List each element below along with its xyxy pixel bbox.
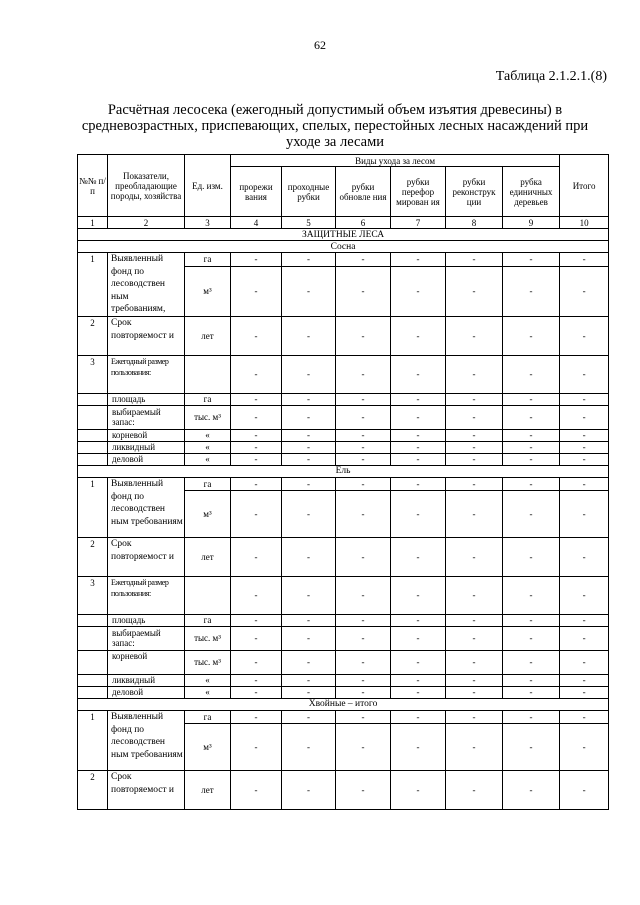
unit-cell: « <box>185 441 231 453</box>
value-cell: - <box>391 453 446 465</box>
row-label-annual: Ежегодный размер пользования: <box>108 576 185 614</box>
value-cell: - <box>282 686 336 698</box>
header-col-single-tree-cut: рубка единичных деревьев <box>503 167 560 217</box>
value-cell: - <box>282 453 336 465</box>
value-cell: - <box>446 316 503 355</box>
value-cell: - <box>446 405 503 429</box>
table-row <box>78 441 609 453</box>
table-row <box>78 686 609 698</box>
value-cell: - <box>282 674 336 686</box>
row-label-root: корневой <box>108 650 185 674</box>
value-cell: - <box>503 355 560 393</box>
value-cell: - <box>503 770 560 809</box>
value-cell: - <box>560 355 609 393</box>
value-cell: - <box>231 650 282 674</box>
unit-cell: м³ <box>185 723 231 770</box>
col-number: 8 <box>446 217 503 229</box>
unit-cell: тыс. м³ <box>185 405 231 429</box>
value-cell: - <box>560 674 609 686</box>
header-indicator: Показатели, преобладающие породы, хозяйства <box>108 155 185 217</box>
value-cell: - <box>560 266 609 316</box>
table-row <box>78 626 609 650</box>
row-label-area: площадь <box>108 614 185 626</box>
header-col-renewal-cuts: рубки обновле ния <box>336 167 391 217</box>
table-row <box>78 453 609 465</box>
value-cell: - <box>336 650 391 674</box>
value-cell: - <box>336 770 391 809</box>
table-row <box>78 393 609 405</box>
row-number: 2 <box>78 770 108 809</box>
value-cell: - <box>560 453 609 465</box>
table-row <box>78 355 609 393</box>
page-number: 62 <box>314 38 326 52</box>
value-cell: - <box>391 477 446 490</box>
value-cell: - <box>231 537 282 576</box>
value-cell: - <box>446 614 503 626</box>
value-cell: - <box>446 253 503 267</box>
value-cell: - <box>336 576 391 614</box>
value-cell: - <box>231 355 282 393</box>
value-cell: - <box>503 650 560 674</box>
value-cell: - <box>503 723 560 770</box>
value-cell: - <box>391 537 446 576</box>
col-number: 2 <box>108 217 185 229</box>
header-total: Итого <box>560 155 609 217</box>
value-cell: - <box>446 537 503 576</box>
value-cell: - <box>503 674 560 686</box>
value-cell: - <box>446 453 503 465</box>
unit-cell: « <box>185 429 231 441</box>
value-cell: - <box>231 770 282 809</box>
value-cell: - <box>446 626 503 650</box>
value-cell: - <box>503 490 560 537</box>
row-label-stock: выбираемый запас: <box>108 626 185 650</box>
unit-cell: м³ <box>185 490 231 537</box>
table-row <box>78 429 609 441</box>
value-cell: - <box>336 393 391 405</box>
col-number: 1 <box>78 217 108 229</box>
value-cell: - <box>391 266 446 316</box>
value-cell: - <box>231 253 282 267</box>
value-cell: - <box>282 393 336 405</box>
value-cell: - <box>282 441 336 453</box>
value-cell: - <box>336 537 391 576</box>
row-number <box>78 405 108 429</box>
row-number <box>78 686 108 698</box>
table-row <box>78 405 609 429</box>
value-cell: - <box>336 723 391 770</box>
value-cell: - <box>391 253 446 267</box>
value-cell: - <box>391 686 446 698</box>
value-cell: - <box>231 453 282 465</box>
table-label: Таблица 2.1.2.1.(8) <box>495 69 607 84</box>
value-cell: - <box>503 710 560 723</box>
table-row <box>78 537 609 576</box>
value-cell: - <box>282 614 336 626</box>
unit-cell: « <box>185 674 231 686</box>
value-cell: - <box>336 490 391 537</box>
value-cell: - <box>503 441 560 453</box>
value-cell: - <box>391 405 446 429</box>
col-number: 6 <box>336 217 391 229</box>
value-cell: - <box>282 355 336 393</box>
section-pine: Сосна <box>78 241 609 253</box>
value-cell: - <box>560 723 609 770</box>
value-cell: - <box>391 441 446 453</box>
value-cell: - <box>282 253 336 267</box>
unit-cell: га <box>185 393 231 405</box>
value-cell: - <box>391 429 446 441</box>
value-cell: - <box>446 393 503 405</box>
value-cell: - <box>446 686 503 698</box>
value-cell: - <box>560 626 609 650</box>
row-number: 1 <box>78 477 108 537</box>
row-number <box>78 429 108 441</box>
value-cell: - <box>391 576 446 614</box>
table-row <box>78 614 609 626</box>
header-col-passing-cuts: проходные рубки <box>282 167 336 217</box>
row-label-root: корневой <box>108 429 185 441</box>
header-no: №№ п/п <box>78 155 108 217</box>
value-cell: - <box>560 253 609 267</box>
unit-cell: « <box>185 453 231 465</box>
value-cell: - <box>503 614 560 626</box>
unit-cell <box>185 576 231 614</box>
row-label-fund: Выявленный фонд по лесоводствен ным требованиям <box>108 477 185 537</box>
value-cell: - <box>282 723 336 770</box>
value-cell: - <box>391 650 446 674</box>
value-cell: - <box>446 710 503 723</box>
value-cell: - <box>446 576 503 614</box>
value-cell: - <box>391 316 446 355</box>
value-cell: - <box>446 355 503 393</box>
unit-cell: га <box>185 710 231 723</box>
unit-cell: тыс. м³ <box>185 626 231 650</box>
unit-cell: лет <box>185 316 231 355</box>
value-cell: - <box>503 266 560 316</box>
value-cell: - <box>560 429 609 441</box>
value-cell: - <box>282 490 336 537</box>
value-cell: - <box>282 650 336 674</box>
value-cell: - <box>391 355 446 393</box>
value-cell: - <box>560 576 609 614</box>
column-number-row <box>78 217 609 229</box>
value-cell: - <box>560 650 609 674</box>
unit-cell: « <box>185 686 231 698</box>
value-cell: - <box>446 477 503 490</box>
value-cell: - <box>336 429 391 441</box>
value-cell: - <box>282 266 336 316</box>
value-cell: - <box>336 266 391 316</box>
section-conifer-total: Хвойные – итого <box>78 698 609 710</box>
value-cell: - <box>231 393 282 405</box>
value-cell: - <box>231 626 282 650</box>
value-cell: - <box>560 710 609 723</box>
value-cell: - <box>503 393 560 405</box>
unit-cell <box>185 355 231 393</box>
value-cell: - <box>336 441 391 453</box>
table-row <box>78 710 609 723</box>
value-cell: - <box>231 710 282 723</box>
value-cell: - <box>391 674 446 686</box>
value-cell: - <box>282 710 336 723</box>
section-protective-forests: ЗАЩИТНЫЕ ЛЕСА <box>78 229 609 241</box>
unit-cell: лет <box>185 537 231 576</box>
value-cell: - <box>446 674 503 686</box>
value-cell: - <box>336 405 391 429</box>
header-care-types: Виды ухода за лесом <box>231 155 560 167</box>
row-label-period: Срок повторяемост и <box>108 770 185 809</box>
value-cell: - <box>231 316 282 355</box>
value-cell: - <box>391 626 446 650</box>
value-cell: - <box>560 490 609 537</box>
table-row <box>78 576 609 614</box>
value-cell: - <box>282 405 336 429</box>
row-label-fund: Выявленный фонд по лесоводствен ным требованиям, <box>108 253 185 317</box>
value-cell: - <box>231 674 282 686</box>
value-cell: - <box>391 393 446 405</box>
table-row <box>78 770 609 809</box>
value-cell: - <box>503 453 560 465</box>
value-cell: - <box>503 429 560 441</box>
value-cell: - <box>231 429 282 441</box>
col-number: 5 <box>282 217 336 229</box>
row-number <box>78 674 108 686</box>
value-cell: - <box>503 253 560 267</box>
value-cell: - <box>231 576 282 614</box>
value-cell: - <box>560 614 609 626</box>
header-col-reformation-cuts: рубки перефор мирован ия <box>391 167 446 217</box>
value-cell: - <box>282 626 336 650</box>
unit-cell: м³ <box>185 266 231 316</box>
value-cell: - <box>336 710 391 723</box>
row-number <box>78 626 108 650</box>
col-number: 7 <box>391 217 446 229</box>
value-cell: - <box>446 723 503 770</box>
row-number <box>78 393 108 405</box>
value-cell: - <box>336 453 391 465</box>
value-cell: - <box>446 770 503 809</box>
value-cell: - <box>560 393 609 405</box>
value-cell: - <box>503 686 560 698</box>
section-spruce: Ель <box>78 465 609 477</box>
value-cell: - <box>231 686 282 698</box>
row-number <box>78 453 108 465</box>
value-cell: - <box>503 626 560 650</box>
table-title: Расчётная лесосека (ежегодный допустимый объем изъятия древесины) в средневозрастных, приспевающих, спелых, перестойных лесных насаждений при уходе за лесами <box>81 102 589 150</box>
row-label-period: Срок повторяемост и <box>108 537 185 576</box>
value-cell: - <box>560 537 609 576</box>
table-row <box>78 650 609 674</box>
row-number: 3 <box>78 355 108 393</box>
row-label-annual: Ежегодный размер пользования: <box>108 355 185 393</box>
value-cell: - <box>231 614 282 626</box>
col-number: 3 <box>185 217 231 229</box>
unit-cell: лет <box>185 770 231 809</box>
value-cell: - <box>336 614 391 626</box>
table-row <box>78 253 609 267</box>
table-row <box>78 477 609 490</box>
value-cell: - <box>336 477 391 490</box>
unit-cell: га <box>185 477 231 490</box>
row-label-stock: выбираемый запас: <box>108 405 185 429</box>
value-cell: - <box>391 770 446 809</box>
value-cell: - <box>231 266 282 316</box>
value-cell: - <box>503 537 560 576</box>
value-cell: - <box>446 429 503 441</box>
value-cell: - <box>282 537 336 576</box>
value-cell: - <box>391 710 446 723</box>
row-number: 1 <box>78 253 108 317</box>
allowable-cut-table <box>77 154 609 810</box>
value-cell: - <box>560 316 609 355</box>
value-cell: - <box>282 429 336 441</box>
row-number <box>78 650 108 674</box>
value-cell: - <box>231 723 282 770</box>
row-label-liquid: ликвидный <box>108 441 185 453</box>
value-cell: - <box>231 477 282 490</box>
value-cell: - <box>503 477 560 490</box>
value-cell: - <box>231 405 282 429</box>
value-cell: - <box>336 316 391 355</box>
value-cell: - <box>503 316 560 355</box>
row-label-area: площадь <box>108 393 185 405</box>
value-cell: - <box>282 576 336 614</box>
value-cell: - <box>391 723 446 770</box>
value-cell: - <box>336 674 391 686</box>
row-number: 2 <box>78 537 108 576</box>
value-cell: - <box>282 770 336 809</box>
value-cell: - <box>336 355 391 393</box>
unit-cell: га <box>185 253 231 267</box>
table-row <box>78 674 609 686</box>
table-row <box>78 316 609 355</box>
value-cell: - <box>503 405 560 429</box>
value-cell: - <box>446 650 503 674</box>
value-cell: - <box>446 266 503 316</box>
value-cell: - <box>336 626 391 650</box>
value-cell: - <box>560 686 609 698</box>
value-cell: - <box>231 441 282 453</box>
row-number: 2 <box>78 316 108 355</box>
value-cell: - <box>391 614 446 626</box>
row-label-business: деловой <box>108 453 185 465</box>
value-cell: - <box>560 405 609 429</box>
unit-cell: га <box>185 614 231 626</box>
col-number: 9 <box>503 217 560 229</box>
value-cell: - <box>446 490 503 537</box>
header-col-thinning: прорежи вания <box>231 167 282 217</box>
unit-cell: тыс. м³ <box>185 650 231 674</box>
value-cell: - <box>503 576 560 614</box>
value-cell: - <box>560 441 609 453</box>
value-cell: - <box>336 686 391 698</box>
value-cell: - <box>282 316 336 355</box>
row-label-fund: Выявленный фонд по лесоводствен ным требованиям <box>108 710 185 770</box>
row-label-period: Срок повторяемост и <box>108 316 185 355</box>
row-label-business: деловой <box>108 686 185 698</box>
value-cell: - <box>282 477 336 490</box>
value-cell: - <box>391 490 446 537</box>
row-number <box>78 614 108 626</box>
row-number <box>78 441 108 453</box>
value-cell: - <box>446 441 503 453</box>
col-number: 4 <box>231 217 282 229</box>
value-cell: - <box>231 490 282 537</box>
header-unit: Ед. изм. <box>185 155 231 217</box>
col-number: 10 <box>560 217 609 229</box>
row-number: 3 <box>78 576 108 614</box>
value-cell: - <box>336 253 391 267</box>
row-label-liquid: ликвидный <box>108 674 185 686</box>
header-col-reconstruction-cuts: рубки реконструк ции <box>446 167 503 217</box>
value-cell: - <box>560 770 609 809</box>
value-cell: - <box>560 477 609 490</box>
row-number: 1 <box>78 710 108 770</box>
